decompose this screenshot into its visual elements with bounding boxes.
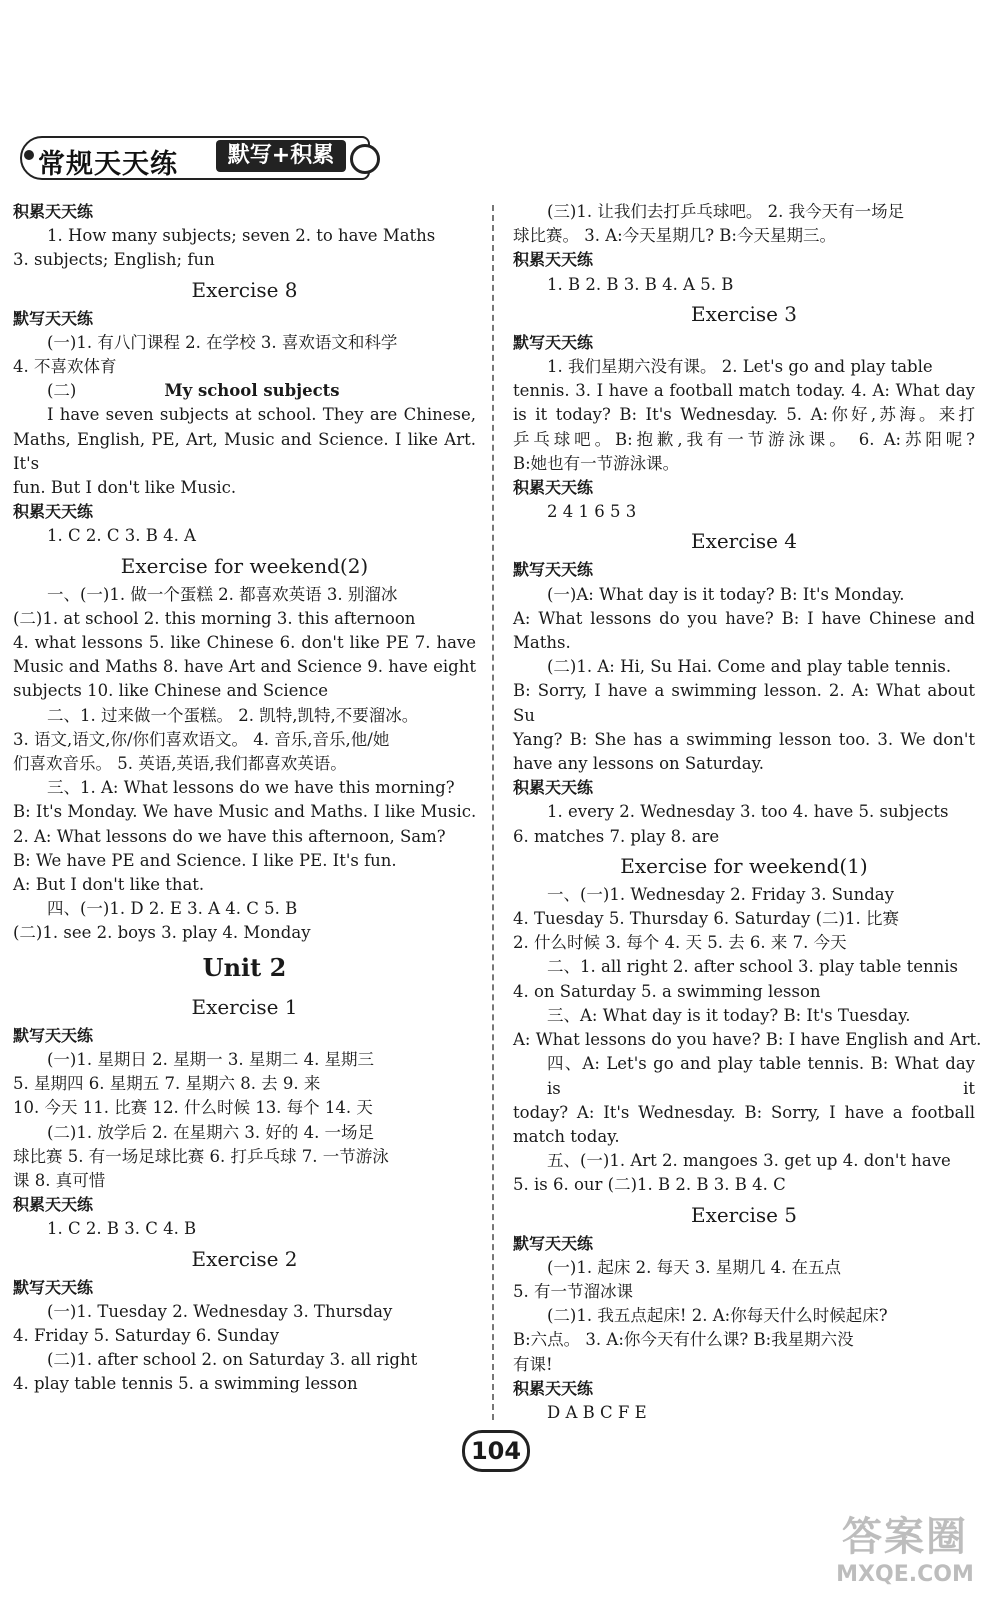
answer-line: 5. is 6. our (二)1. B 2. B 3. B 4. C [513,1175,786,1195]
watermark-bottom: MXQE.COM [836,1562,974,1587]
answer-line: 四、(一)1. D 2. E 3. A 4. C 5. B [47,899,298,919]
answer-line: (二)1. at school 2. this morning 3. this afternoon [13,608,416,628]
answer-line: (二)1. after school 2. on Saturday 3. all right [47,1350,418,1370]
answer-line: B: Sorry, I have a swimming lesson. 2. A: What about Su [513,681,975,725]
answer-line: (三)1. 让我们去打乒乓球吧。 2. 我今天有一场足 [547,202,905,221]
exercise-title: Exercise 8 [191,277,298,302]
answer-line: have any lessons on Saturday. [513,754,764,774]
answer-line: 1. B 2. B 3. B 4. A 5. B [547,274,734,294]
answer-line: 二、1. 过来做一个蛋糕。 2. 凯特,凯特,不要溜冰。 [47,705,419,725]
answer-line: 3. 语文,语文,你/你们喜欢语文。 4. 音乐,音乐,他/她 [13,729,390,749]
exercise-title: Exercise 2 [191,1246,298,1271]
answer-line: (二)1. 我五点起床! 2. A:你每天什么时候起床? [547,1306,888,1326]
diamond-icon [24,150,34,160]
answer-line: is it today? B: It's Wednesday. 5. A:你好,苏海。来打 [513,405,975,425]
unit-title: Unit 2 [202,952,287,982]
section-heading: 积累天天练 [513,1378,594,1398]
answer-line: B:六点。 3. A:你今天有什么课? B:我星期六没 [513,1330,854,1350]
exercise-title: Exercise 3 [690,301,798,326]
answer-line: Yang? B: She has a swimming lesson too. 3. We don't [513,729,975,749]
answer-line: 1. C 2. B 3. C 4. B [47,1219,197,1239]
section-heading: 默写天天练 [13,1277,94,1297]
answer-line: B: It's Monday. We have Music and Maths. I like Music. [13,802,477,822]
answer-line: 10. 今天 11. 比赛 12. 什么时候 13. 每个 14. 天 [13,1098,373,1118]
exercise-title: Exercise 1 [191,994,298,1019]
answer-line: 四、A: Let's go and play table tennis. B: What day is it [547,1054,975,1098]
answer-line: (一)1. 起床 2. 每天 3. 星期几 4. 在五点 [547,1257,842,1277]
answer-line: 2 4 1 6 5 3 [547,502,637,522]
section-heading: 默写天天练 [513,332,594,352]
answer-line: 球比赛 5. 有一场足球比赛 6. 打乒乓球 7. 一节游泳 [13,1146,389,1166]
exercise-title: Exercise for weekend(1) [620,853,868,878]
answer-line: 4. play table tennis 5. a swimming lesson [13,1374,358,1394]
section-heading: 默写天天练 [513,560,594,580]
answer-line: 三、1. A: What lessons do we have this morning? [47,778,455,798]
left-column [13,200,476,1397]
section-heading: 默写天天练 [13,308,94,328]
answer-line: 1. C 2. C 3. B 4. A [47,526,196,546]
answer-line: (二)1. A: Hi, Su Hai. Come and play table tennis. [547,657,952,677]
answer-line: subjects 10. like Chinese and Science [13,681,329,701]
answer-line: 二、1. all right 2. after school 3. play table tennis [547,957,958,977]
answer-line: (二)1. see 2. boys 3. play 4. Monday [13,923,311,943]
answer-line: 乒乓球吧。B:抱歉,我有一节游泳课。 6. A:苏阳呢? [513,429,975,449]
answer-line: Music and Maths 8. have Art and Science 9. have eight [13,657,476,677]
answer-line: 5. 星期四 6. 星期五 7. 星期六 8. 去 9. 来 [13,1074,321,1094]
section-heading: 积累天天练 [513,478,594,498]
answer-line: 三、A: What day is it today? B: It's Tuesday. [547,1005,911,1025]
answer-line: 课 8. 真可惜 [13,1170,106,1190]
answer-line: (一)1. 有八门课程 2. 在学校 3. 喜欢语文和科学 [47,332,398,352]
banner-subtitle: 默写+积累 [216,140,346,172]
answer-line: 1. How many subjects; seven 2. to have Maths [47,226,436,246]
section-heading: 积累天天练 [513,778,594,798]
answer-line: 4. Friday 5. Saturday 6. Sunday [13,1325,280,1345]
essay-heading-line [13,379,476,403]
answer-line: A: What lessons do you have? B: I have Chinese and [513,608,975,628]
answer-line: 1. every 2. Wednesday 3. too 4. have 5. subjects [547,802,949,822]
answer-line: 4. what lessons 5. like Chinese 6. don't like PE 7. have [13,633,476,653]
section-heading: 默写天天练 [13,1025,94,1045]
essay-line: Maths, English, PE, Art, Music and Science. I like Art. It's [13,429,476,473]
section-banner [20,130,370,182]
section-heading: 积累天天练 [13,1195,94,1215]
answer-line: 球比赛。 3. A:今天星期几? B:今天星期三。 [513,226,836,246]
watermark-top: 答案圈 [842,1514,968,1560]
banner-title: 常规天天练 [38,149,178,180]
page-number: 104 [462,1430,530,1472]
answer-line: (二)1. 放学后 2. 在星期六 3. 好的 4. 一场足 [47,1122,375,1142]
answer-line: 6. matches 7. play 8. are [513,826,720,846]
answer-line: (一)1. Tuesday 2. Wednesday 3. Thursday [47,1301,393,1321]
section-heading: 积累天天练 [13,202,94,221]
answer-line: B: We have PE and Science. I like PE. It's fun. [13,850,397,870]
answer-line: D A B C F E [547,1402,647,1422]
watermark [820,1512,990,1596]
part-label: (二) [47,381,77,401]
answer-line: 5. 有一节溜冰课 [513,1281,633,1301]
answer-line: 们喜欢音乐。 5. 英语,英语,我们都喜欢英语。 [13,754,347,774]
essay-line: fun. But I don't like Music. [13,478,237,498]
answer-line: 4. Tuesday 5. Thursday 6. Saturday (二)1. 比赛 [513,909,899,929]
answer-line: tennis. 3. I have a football match today. 4. A: What day [513,381,975,401]
answer-line: A: But I don't like that. [13,875,205,895]
answer-line: 五、(一)1. Art 2. mangoes 3. get up 4. don't have [547,1151,951,1171]
answer-line: 3. subjects; English; fun [13,250,215,270]
answer-line: today? A: It's Wednesday. B: Sorry, I have a football [513,1102,975,1122]
answer-line: 1. 我们星期六没有课。 2. Let's go and play table [547,357,933,377]
section-heading: 积累天天练 [13,502,94,522]
section-heading: 积累天天练 [513,250,594,270]
answer-line: 4. on Saturday 5. a swimming lesson [513,981,821,1001]
answer-line: 一、(一)1. Wednesday 2. Friday 3. Sunday [547,884,894,904]
answer-line: 2. 什么时候 3. 每个 4. 天 5. 去 6. 来 7. 今天 [513,933,847,953]
exercise-title: Exercise for weekend(2) [120,553,369,578]
essay-title: My school subjects [164,381,340,401]
clock-icon [350,144,380,174]
exercise-title: Exercise 4 [690,529,798,554]
answer-line: 一、(一)1. 做一个蛋糕 2. 都喜欢英语 3. 别溜冰 [47,584,398,604]
answer-line: 2. A: What lessons do we have this afternoon, Sam? [13,826,446,846]
answer-line: Maths. [513,633,571,653]
answer-line: (一)A: What day is it today? B: It's Monday. [547,584,905,604]
answer-line: B:她也有一节游泳课。 [513,453,680,473]
column-divider [492,205,494,1420]
section-heading: 默写天天练 [513,1233,594,1253]
answer-line: 有课! [513,1354,553,1374]
right-column [513,200,982,1425]
exercise-title: Exercise 5 [690,1202,798,1227]
answer-line: match today. [513,1126,620,1146]
answer-line: 4. 不喜欢体育 [13,357,117,377]
answer-line: (一)1. 星期日 2. 星期一 3. 星期二 4. 星期三 [47,1049,375,1069]
essay-line: I have seven subjects at school. They are Chinese, [47,405,476,425]
answer-line: A: What lessons do you have? B: I have English and Art. [513,1030,982,1050]
